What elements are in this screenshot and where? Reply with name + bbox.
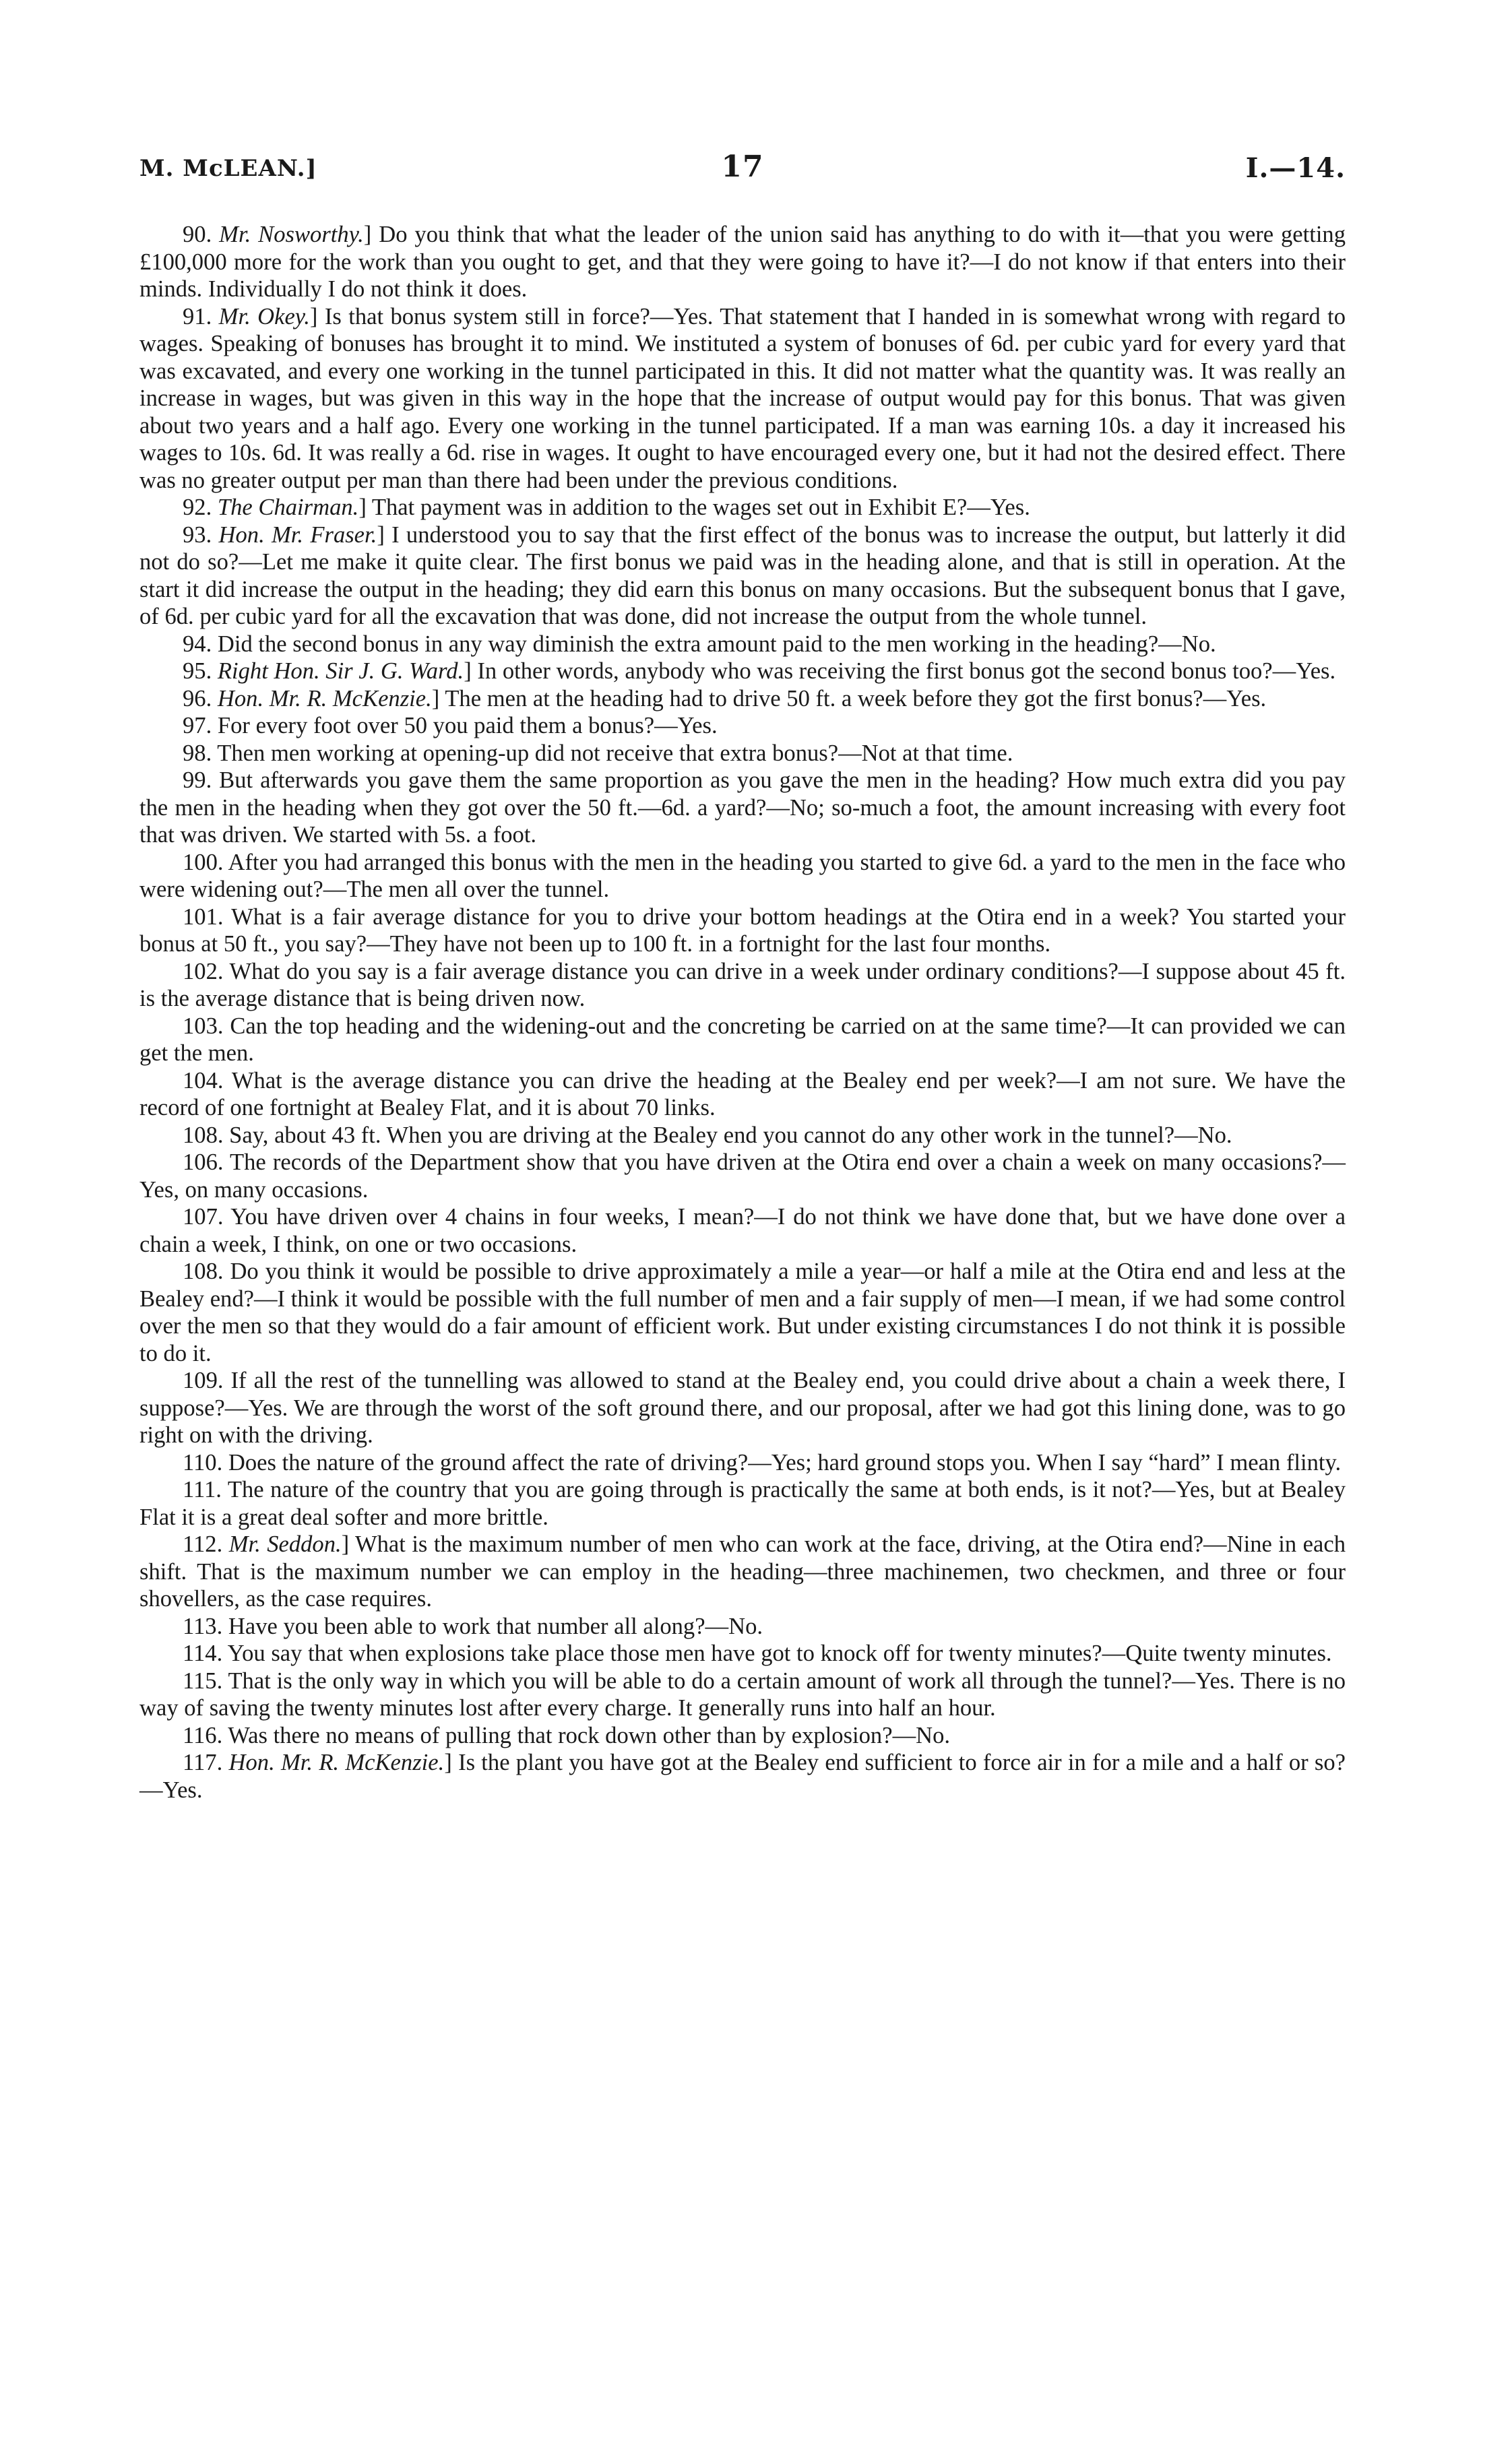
witness-name: M. McLEAN.] (139, 155, 317, 182)
question-number: 115. (183, 1668, 223, 1694)
question-text: If all the rest of the tunnelling was allowed to stand at the Bealey end, you could drive about a chain a week there, I suppose?—Yes. We are through the worst of the soft ground there, and our proposal, after we had got this lining done, was to go right on with the driving. (139, 1368, 1346, 1448)
document-page (139, 150, 1346, 1804)
question-number: 107. (183, 1204, 224, 1230)
question-paragraph (139, 740, 1346, 767)
question-number: 97. (183, 713, 212, 738)
question-paragraph: 90. Mr. Nosworthy.] Do you think that what the leader of the union said has anything to do with it—that you were getting £100,000 more for the work than you ought to get, and that they were going to have it?—I do not know if that enters into their minds. Individually I do not think it does. (139, 222, 1346, 302)
speaker-name: Mr. Okey. (218, 303, 310, 329)
question-paragraph (139, 1013, 1346, 1067)
question-number: 99. (183, 767, 212, 793)
question-text: What is a fair average distance for you to drive your bottom headings at the Otira end in a week? You started your bonus at 50 ft., you say?—They have not been up to 100 ft. in a fortnight for the last four months. (139, 903, 1346, 957)
question-number: 102. (183, 958, 224, 984)
question-text: What is the maximum number of men who can work at the face, driving, at the Otira end?—Nine in each shift. That is the maximum number we can employ in the heading—three machinemen, two checkmen, and three or four shovellers, as the case requires. (139, 1531, 1346, 1612)
question-text: What do you say is a fair average distance you can drive in a week under ordinary conditions?—I suppose about 45 ft. is the average distance that is being driven now. (139, 958, 1346, 1011)
question-paragraph (139, 1668, 1346, 1722)
question-text: Was there no means of pulling that rock down other than by explosion?—No. (228, 1722, 951, 1748)
question-paragraph (139, 1367, 1346, 1449)
question-text: You say that when explosions take place those men have got to knock off for twenty minutes?—Quite twenty minutes. (227, 1641, 1332, 1666)
question-paragraph: 91. Mr. Okey.] Is that bonus system still in force?—Yes. That statement that I handed in is somewhat wrong with regard to wages. Speaking of bonuses has brought it to mind. We instituted a system of bonuses of 6d. per cubic yard for every yard that was excavated, and every one working in the tunnel participated in this. It did not matter what the quantity was. It was really an increase in wages, but was given in this way in the hope that the increase of output would pay for this bonus. That was given about two years and a half ago. Every one working in the tunnel participated. If a man was earning 10s. a day it increased his wages to 10s. 6d. It was really a 6d. rise in wages. It ought to have encouraged every one, but it had not the desired effect. There was no greater output per man than there had been under the previous conditions. (139, 303, 1346, 493)
question-paragraph (139, 1640, 1346, 1668)
question-text: Do you think it would be possible to drive approximately a mile a year—or half a mile at the Otira end and less at the Bealey end?—I think it would be possible with the full number of men and a fair supply of men—I mean, if we had some control over the men so that they would do a fair amount of efficient work. But under existing circumstances I do not think it is possible to do it. (139, 1259, 1346, 1366)
question-text: Say, about 43 ft. When you are driving at the Bealey end you cannot do any other work in the tunnel?—No. (229, 1122, 1232, 1148)
question-number: 93. (183, 521, 212, 548)
speaker-name: The Chairman. (217, 495, 359, 520)
question-paragraph: 112. Mr. Seddon.] What is the maximum number of men who can work at the face, driving, at the Otira end?—Nine in each shift. That is the maximum number we can employ in the heading—three machinemen, two checkmen, and three or four shovellers, as the case requires. (139, 1531, 1346, 1612)
question-number: 106. (183, 1149, 224, 1175)
question-text: The nature of the country that you are going through is practically the same at both ends, is it not?—Yes, but at Bealey Flat it is a great deal softer and more brittle. (139, 1477, 1346, 1530)
page-number: 17 (721, 150, 764, 184)
question-number: 112. (183, 1531, 223, 1557)
question-text: You have driven over 4 chains in four weeks, I mean?—I do not think we have done that, but we have done over a chain a week, I think, on one or two occasions. (139, 1204, 1346, 1257)
speaker-name: Right Hon. Sir J. G. Ward. (217, 658, 464, 684)
question-paragraph: 93. Hon. Mr. Fraser.] I understood you to say that the first effect of the bonus was to increase the output, but latterly it did not do so?—Let me make it quite clear. The first bonus we paid was in the heading alone, and that is still in operation. At the start it did increase the output in the heading; they did earn this bonus on many occasions. But the subsequent bonus that I gave, of 6d. per cubic yard for all the excavation that was done, did not increase the output from the whole tunnel. (139, 521, 1346, 629)
question-text: That is the only way in which you will be able to do a certain amount of work all through the tunnel?—Yes. There is no way of saving the twenty minutes lost after every charge. It generally runs into half an hour. (139, 1668, 1346, 1721)
question-paragraph (139, 903, 1346, 958)
question-text: For every foot over 50 you paid them a bonus?—Yes. (217, 713, 718, 738)
question-paragraph (139, 1613, 1346, 1641)
question-number: 94. (183, 631, 212, 657)
question-text: The records of the Department show that you have driven at the Otira end over a chain a week on many occasions?—Yes, on many occasions. (139, 1149, 1346, 1203)
question-text: Is that bonus system still in force?—Yes. That statement that I handed in is somewhat wrong with regard to wages. Speaking of bonuses has brought it to mind. We instituted a system of bonuses of 6d. per cubic yard for every yard that was excavated, and every one working in the tunnel participated in this. It did not matter what the quantity was. It was really an increase in wages, but was given in this way in the hope that the increase of output would pay for this bonus. That was given about two years and a half ago. Every one working in the tunnel participated. If a man was earning 10s. a day it increased his wages to 10s. 6d. It was really a 6d. rise in wages. It ought to have encouraged every one, but it had not the desired effect. There was no greater output per man than there had been under the previous conditions. (139, 303, 1346, 493)
question-text: The men at the heading had to drive 50 ft. a week before they got the first bonus?—Yes. (445, 685, 1267, 711)
question-paragraph (139, 767, 1346, 849)
question-text: Did the second bonus in any way diminish the extra amount paid to the men working in the heading?—No. (217, 631, 1216, 657)
question-paragraph (139, 849, 1346, 903)
question-number: 104. (183, 1067, 224, 1093)
question-number: 101. (183, 903, 224, 930)
question-number: 111. (183, 1477, 222, 1502)
speaker-name: Hon. Mr. Fraser. (218, 521, 377, 548)
question-number: 98. (183, 740, 212, 766)
question-number: 108. (183, 1259, 224, 1284)
question-paragraph (139, 1722, 1346, 1750)
question-number: 100. (183, 849, 224, 875)
question-number: 96. (183, 685, 212, 711)
evidence-body (139, 221, 1346, 1804)
speaker-name: Hon. Mr. R. McKenzie. (217, 685, 432, 711)
question-paragraph (139, 958, 1346, 1013)
question-text: I understood you to say that the first effect of the bonus was to increase the output, but latterly it did not do so?—Let me make it quite clear. The first bonus we paid was in the heading alone, and that is still in operation. At the start it did increase the output in the heading; they did earn this bonus on many occasions. But the subsequent bonus that I gave, of 6d. per cubic yard for all the excavation that was done, did not increase the output from the whole tunnel. (139, 521, 1346, 629)
question-paragraph (139, 1122, 1346, 1149)
question-number: 91. (183, 303, 212, 329)
question-number: 110. (183, 1449, 223, 1476)
question-paragraph: 92. The Chairman.] That payment was in addition to the wages set out in Exhibit E?—Yes. (183, 495, 1030, 520)
question-text: Have you been able to work that number all along?—No. (228, 1613, 763, 1639)
question-text: In other words, anybody who was receiving the first bonus got the second bonus too?—Yes. (477, 658, 1336, 684)
question-text: After you had arranged this bonus with the men in the heading you started to give 6d. a yard to the men in the face who were widening out?—The men all over the tunnel. (139, 849, 1346, 902)
question-number: 95. (183, 658, 212, 684)
question-text: Is the plant you have got at the Bealey end sufficient to force air in for a mile and a half or so?—Yes. (139, 1750, 1346, 1803)
question-text: Do you think that what the leader of the union said has anything to do with it—that you were getting £100,000 more for the work than you ought to get, and that they were going to have it?—I do not know if that enters into their minds. Individually I do not think it does. (139, 222, 1346, 302)
question-paragraph (139, 1203, 1346, 1258)
question-paragraph (139, 1149, 1346, 1203)
question-text: That payment was in addition to the wages set out in Exhibit E?—Yes. (371, 495, 1030, 520)
question-paragraph: 117. Hon. Mr. R. McKenzie.] Is the plant you have got at the Bealey end sufficient to force air in for a mile and a half or so?—Yes. (139, 1750, 1346, 1803)
question-number: 90. (183, 222, 212, 247)
question-text: Can the top heading and the widening-out and the concreting be carried on at the same time?—It can provided we can get the men. (139, 1013, 1346, 1066)
question-number: 114. (183, 1641, 223, 1666)
question-paragraph: 96. Hon. Mr. R. McKenzie.] The men at the heading had to drive 50 ft. a week before they got the first bonus?—Yes. (183, 685, 1267, 711)
question-paragraph: 95. Right Hon. Sir J. G. Ward.] In other words, anybody who was receiving the first bonus got the second bonus too?—Yes. (183, 658, 1336, 684)
question-number: 117. (183, 1750, 223, 1775)
question-number: 103. (183, 1013, 224, 1039)
question-paragraph (139, 631, 1346, 658)
question-number: 108. (183, 1122, 224, 1148)
speaker-name: Mr. Seddon. (228, 1531, 342, 1557)
running-head (139, 150, 1346, 190)
question-text: Does the nature of the ground affect the rate of driving?—Yes; hard ground stops you. When I say “hard” I mean flinty. (228, 1449, 1342, 1476)
question-text: Then men working at opening-up did not receive that extra bonus?—Not at that time. (217, 740, 1013, 766)
question-number: 109. (183, 1368, 224, 1393)
question-paragraph (139, 1449, 1346, 1477)
question-text: But afterwards you gave them the same proportion as you gave the men in the heading? How much extra did you pay the men in the heading when they got over the 50 ft.—6d. a yard?—No; so-much a foot, the amount increasing with every foot that was driven. We started with 5s. a foot. (139, 767, 1346, 848)
question-number: 92. (183, 495, 212, 520)
paper-reference: I.—14. (1245, 152, 1346, 184)
speaker-name: Mr. Nosworthy. (219, 222, 364, 247)
question-paragraph (139, 1067, 1346, 1122)
speaker-name: Hon. Mr. R. McKenzie. (228, 1750, 445, 1775)
question-number: 113. (183, 1613, 223, 1639)
question-number: 116. (183, 1722, 223, 1748)
question-text: What is the average distance you can drive the heading at the Bealey end per week?—I am not sure. We have the record of one fortnight at Bealey Flat, and it is about 70 links. (139, 1067, 1346, 1120)
question-paragraph (139, 712, 1346, 740)
question-paragraph (139, 1258, 1346, 1367)
question-paragraph (139, 1476, 1346, 1531)
